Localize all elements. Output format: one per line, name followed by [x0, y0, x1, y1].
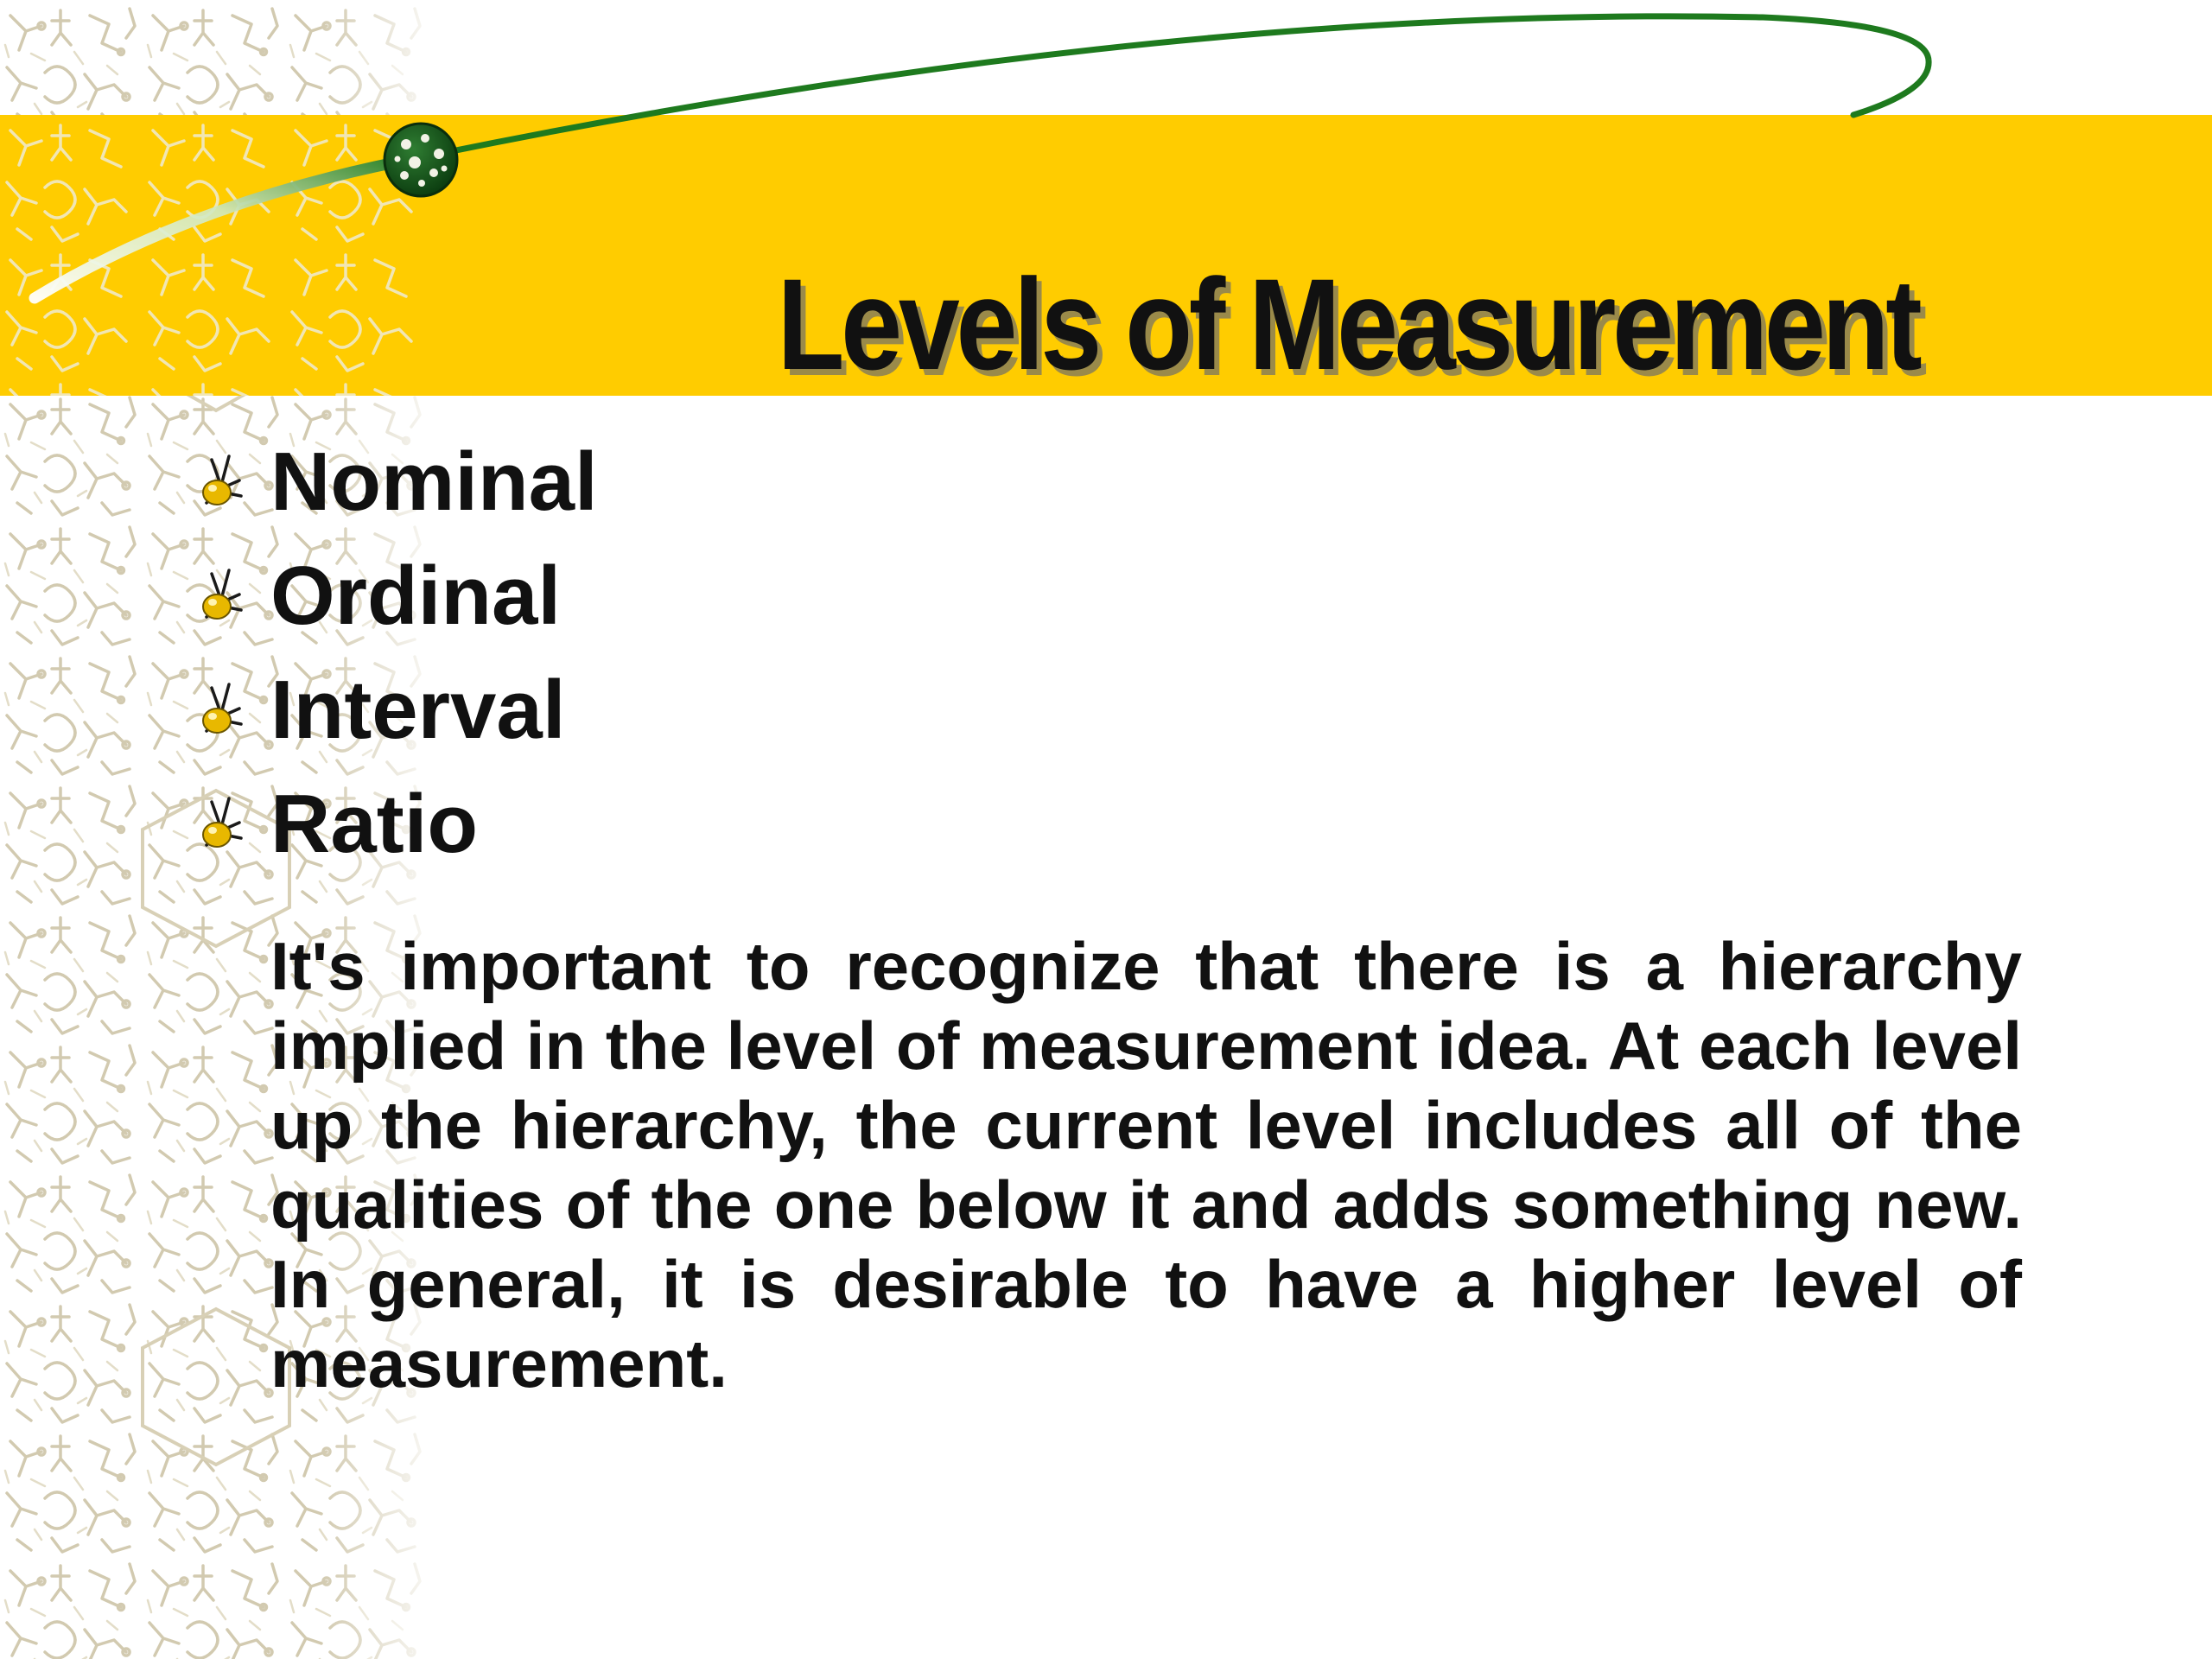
ant-bullet-icon [186, 562, 255, 631]
slide-title: Levels of Measurement [777, 251, 1919, 397]
bullet-label: Ordinal [270, 550, 562, 642]
bullet-list [186, 425, 1568, 881]
bullet-item-ordinal [186, 539, 1568, 653]
bullet-label: Ratio [270, 778, 478, 870]
bullet-label: Nominal [270, 435, 598, 528]
bullet-item-interval [186, 653, 1568, 767]
speckled-ball-icon [385, 124, 457, 196]
bullet-item-ratio [186, 767, 1568, 881]
bullet-item-nominal [186, 425, 1568, 539]
ant-bullet-icon [186, 676, 255, 745]
ant-bullet-icon [186, 448, 255, 517]
body-paragraph: It's important to recognize that there is a hierarchy implied in the level of measurement idea. At each level up the hierarchy, the current level includes all of the qualities of the one below it and adds something new. In general, it is desirable to have a higher level of measurement. [270, 928, 2022, 1402]
bullet-label: Interval [270, 664, 566, 756]
ant-bullet-icon [186, 790, 255, 859]
